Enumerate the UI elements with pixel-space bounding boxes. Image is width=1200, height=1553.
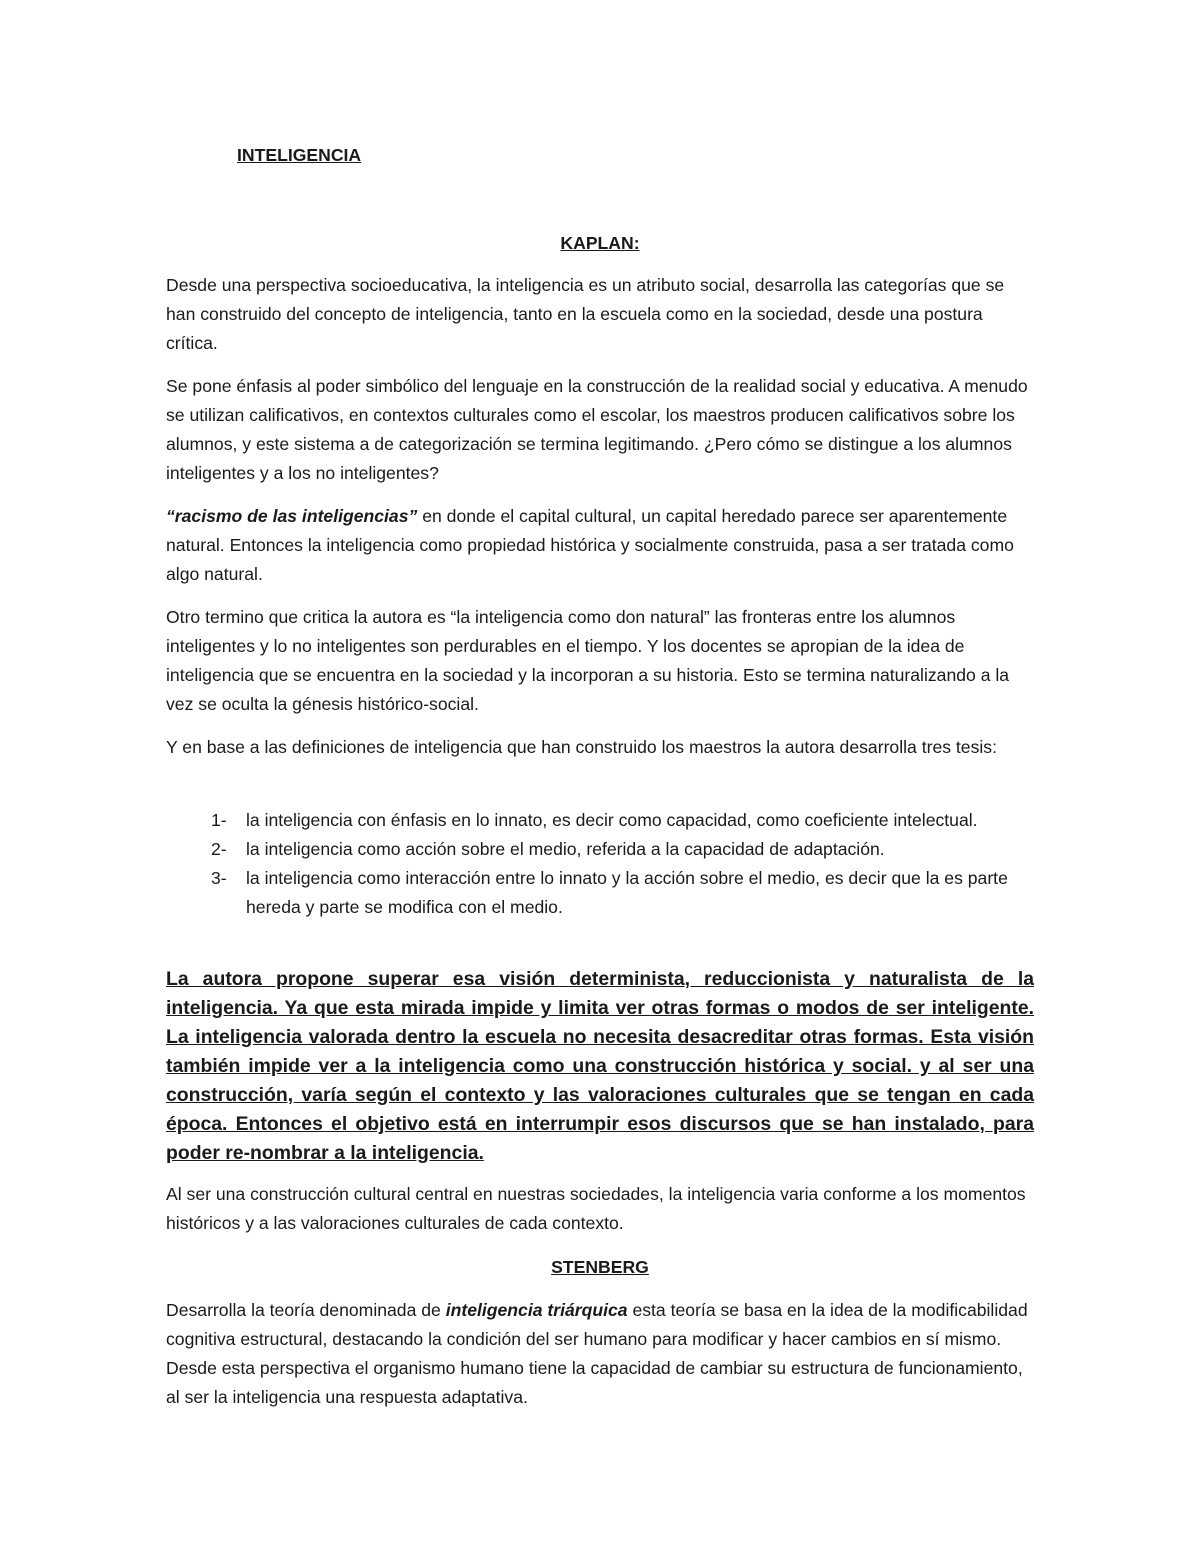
triarchic-text-before: Desarrolla la teoría denominada de <box>166 1300 446 1320</box>
racism-intelligence-text: en donde el capital cultural, un capital heredado parece ser aparentemente natural. Entonces la inteligencia como propiedad histórica y socialmente construida, pasa a ser tratada como algo natural. <box>166 506 1014 584</box>
list-item <box>166 864 1034 922</box>
document-title: INTELIGENCIA <box>237 145 362 165</box>
list-number: 1- <box>211 810 227 830</box>
list-text: la inteligencia como interacción entre lo innato y la acción sobre el medio, es decir que la es parte hereda y parte se modifica con el medio. <box>246 868 1008 917</box>
paragraph-natural-gift: Otro termino que critica la autora es “la inteligencia como don natural” las fronteras entre los alumnos inteligentes y lo no inteligentes son perdurables en el tiempo. Y los docentes se apropian de la idea de inteligencia que se encuentra en la sociedad y la incorporan a su historia. Esto se termina naturalizando a la vez se oculta la génesis histórico-social. <box>166 607 1010 714</box>
paragraph-author-proposal: La autora propone superar esa visión determinista, reduccionista y naturalista de la inteligencia. Ya que esta mirada impide y limita ver otras formas o modos de ser inteligente. La inteligencia valorada dentro la escuela no necesita desacreditar otras formas. Esta visión también impide ver a la inteligencia como una construcción histórica y social. y al ser una construcción, varía según el contexto y las valoraciones culturales que se tengan en cada época. Entonces el objetivo está en interrumpir esos discursos que se han instalado, para poder re-nombrar a la inteligencia. <box>166 968 1034 1164</box>
stenberg-heading: STENBERG <box>551 1257 649 1277</box>
triarchic-term: inteligencia triárquica <box>445 1300 628 1320</box>
list-number: 2- <box>211 839 227 859</box>
list-item <box>166 806 1034 835</box>
list-number: 3- <box>211 868 227 888</box>
paragraph-symbolic-power: Se pone énfasis al poder simbólico del lenguaje en la construcción de la realidad social y educativa. A menudo se utilizan calificativos, en contextos culturales como el escolar, los maestros producen calificativos sobre los alumnos, y este sistema a de categorización se termina legitimando. ¿Pero cómo se distingue a los alumnos inteligentes y a los no inteligentes? <box>166 376 1028 483</box>
paragraph-triarchic-theory <box>166 1296 1034 1412</box>
list-text: la inteligencia con énfasis en lo innato, es decir como capacidad, como coeficiente intelectual. <box>246 810 978 830</box>
racism-intelligence-term: “racismo de las inteligencias” <box>166 506 418 526</box>
triarchic-text-after: esta teoría se basa en la idea de la modificabilidad cognitiva estructural, destacando la condición del ser humano para modificar y hacer cambios en sí mismo. Desde esta perspectiva el organismo humano tiene la capacidad de cambiar su estructura de funcionamiento, al ser la inteligencia una respuesta adaptativa. <box>166 1300 1028 1407</box>
theses-list <box>166 806 1034 922</box>
paragraph-racism-intelligence <box>166 502 1034 589</box>
kaplan-heading: KAPLAN: <box>560 233 640 253</box>
paragraph-cultural-construction: Al ser una construcción cultural central en nuestras sociedades, la inteligencia varia conforme a los momentos históricos y a las valoraciones culturales de cada contexto. <box>166 1184 1026 1233</box>
paragraph-three-theses-intro: Y en base a las definiciones de inteligencia que han construido los maestros la autora desarrolla tres tesis: <box>166 737 997 757</box>
list-item <box>166 835 1034 864</box>
paragraph-kaplan-intro: Desde una perspectiva socioeducativa, la inteligencia es un atributo social, desarrolla las categorías que se han construido del concepto de inteligencia, tanto en la escuela como en la sociedad, desde una postura crítica. <box>166 275 1005 353</box>
list-text: la inteligencia como acción sobre el medio, referida a la capacidad de adaptación. <box>246 839 885 859</box>
